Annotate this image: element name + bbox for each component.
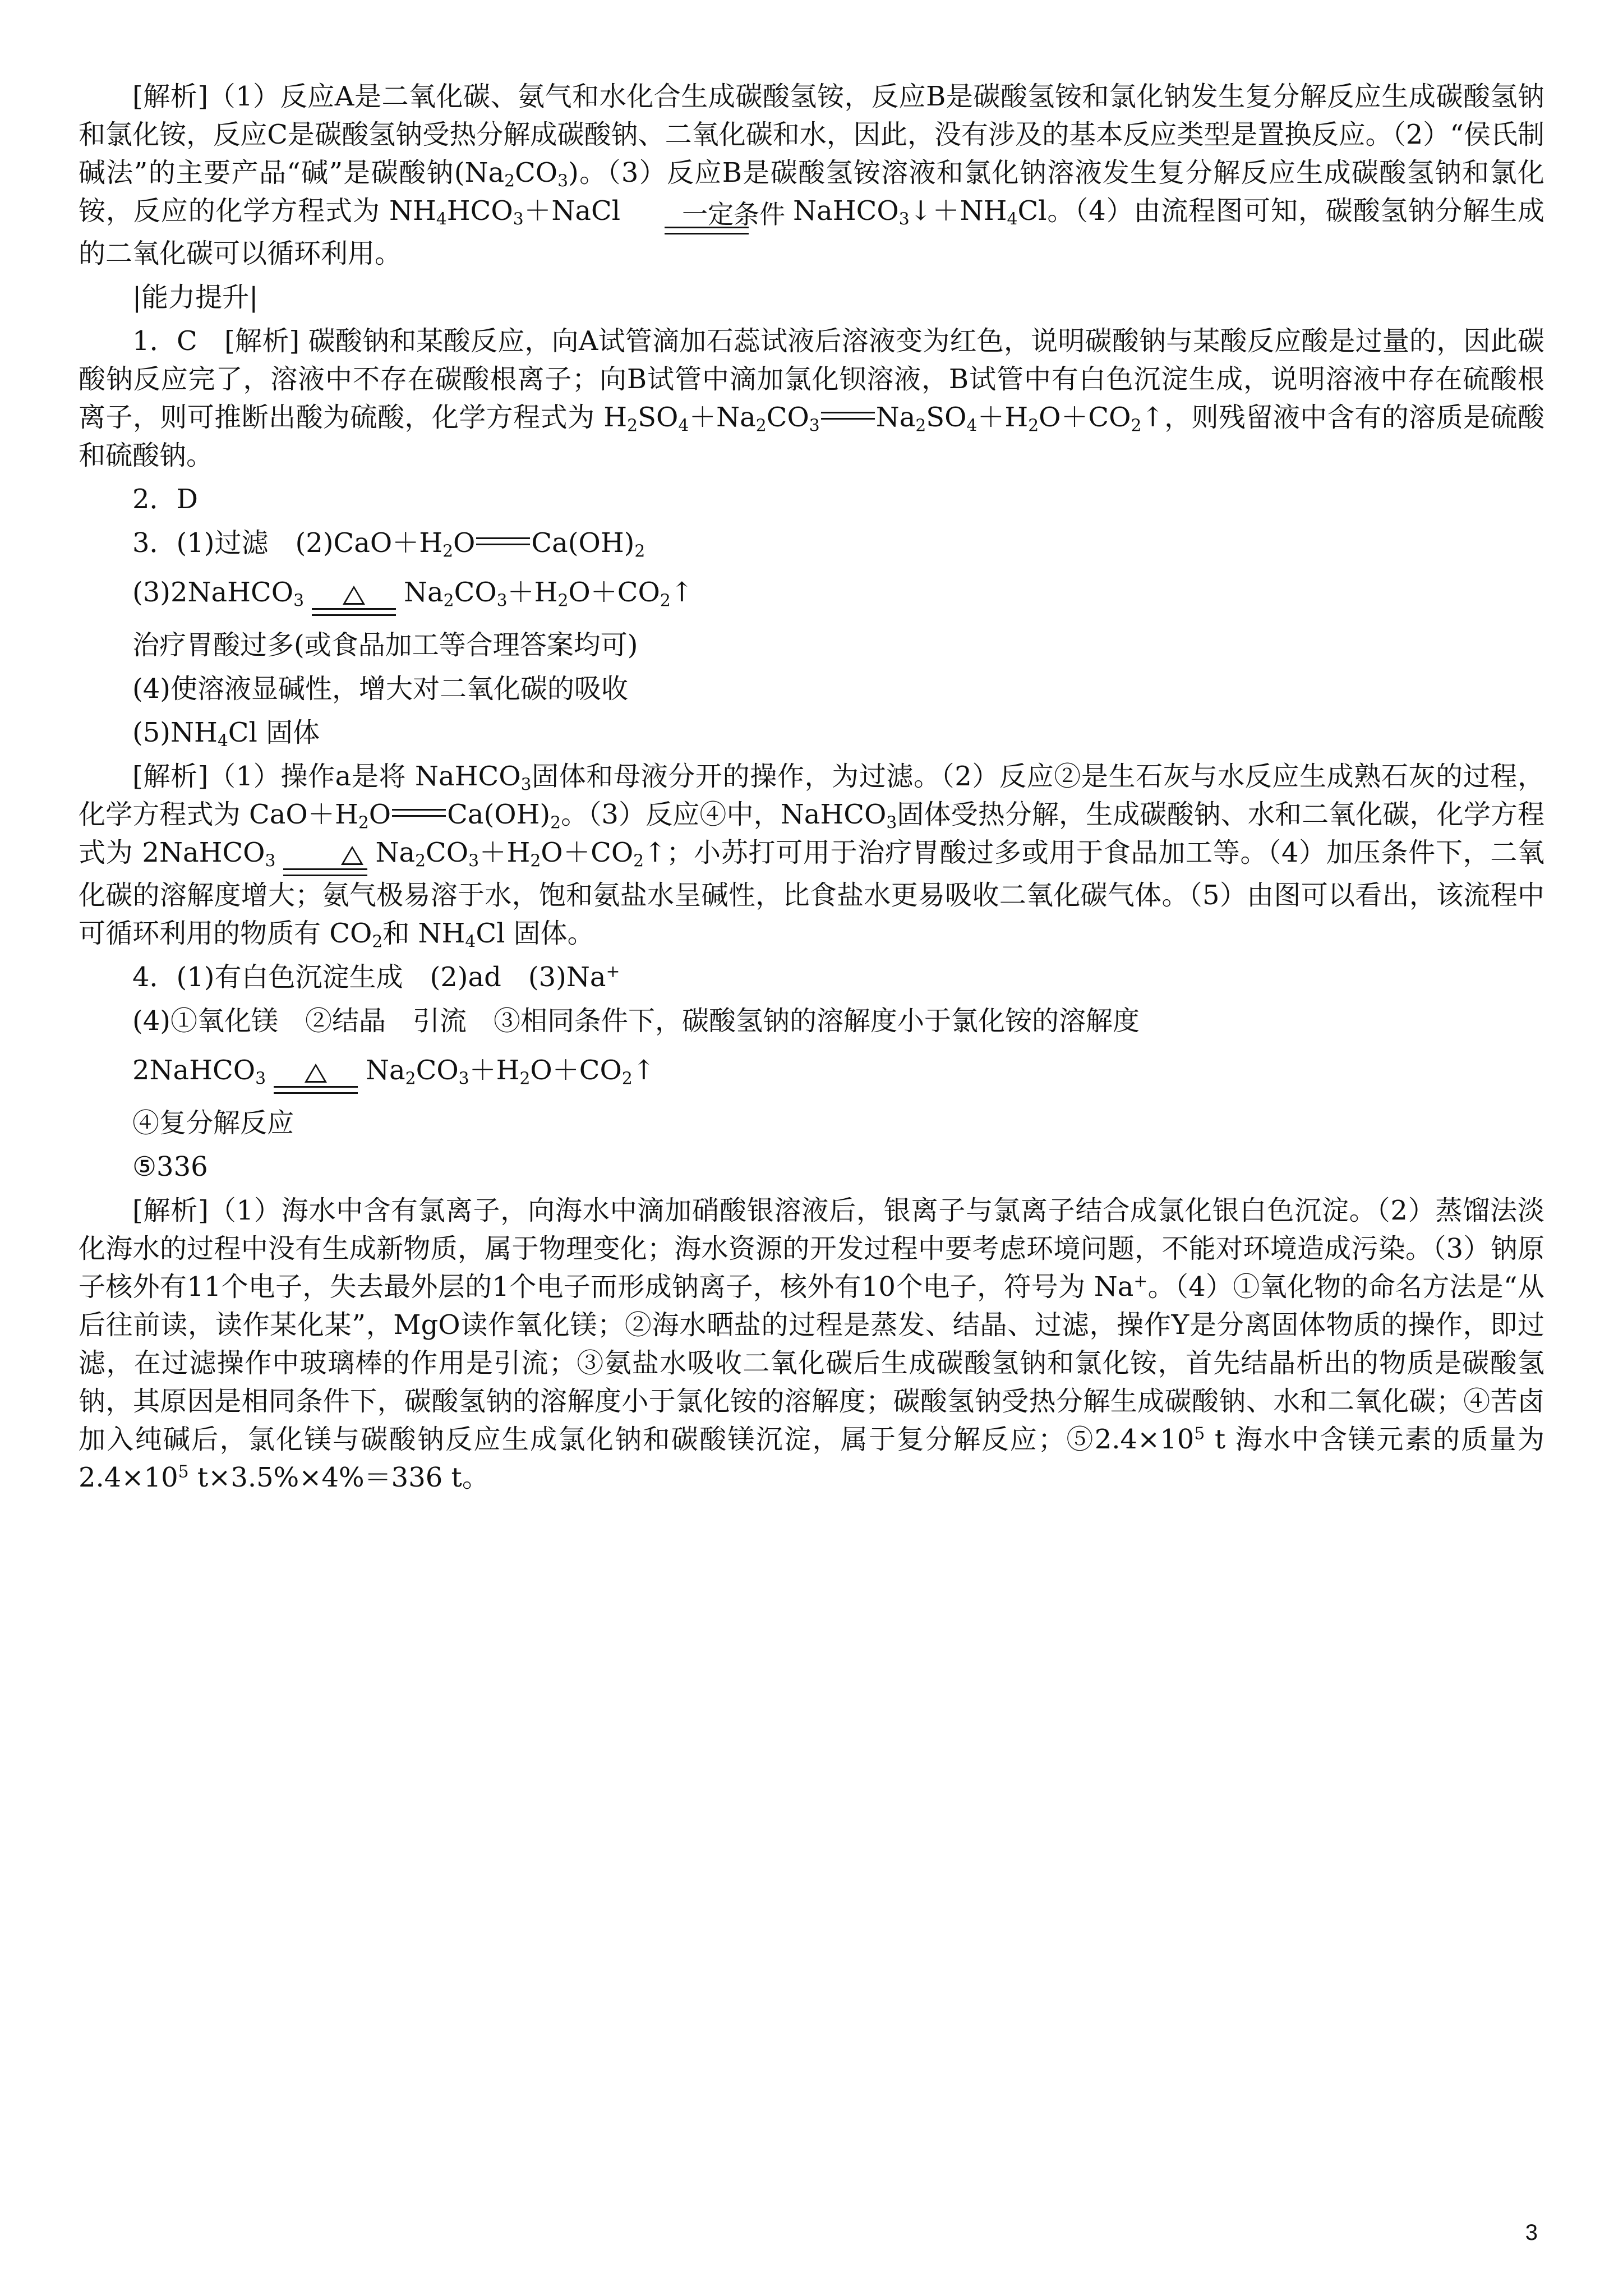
question-4-line-5: ⑤336 [132, 1151, 208, 1182]
equals-sign [821, 412, 875, 420]
question-3-line-1: 3．(1)过滤 $(2)CaO+H_2O$ $Ca(OH)_2$ [132, 527, 645, 562]
question-3-line-5: $(5)NH_4Cl$ 固体 [132, 717, 320, 751]
heat-condition-arrow [312, 583, 396, 616]
question-4-line-1: 4．(1)有白色沉淀生成 (2)ad (3)Na+ [132, 961, 620, 993]
analysis-paragraph-1: [解析]（1）反应A是二氧化碳、氨气和水化合生成碳酸氢铵，反应B是碳酸氢铵和氯化钠发生复分解反应生成碳酸氢钠和氯化铵，反应C是碳酸氢钠受热分解成碳酸钠、二氧化碳和水，因此，没有涉及的基本反应类型是置换反应。（2）“侯氏制碱法”的主要产品“碱”是碳酸钠$(Na_2CO_3)$。（3）反应B是碳酸氢铵溶液和氯化钠溶液发生复分解反应生成碳酸氢钠和氯化铵，反应的化学方程式为 $NH_4HCO_3+NaCl$ 一定条件 $NaHCO_3↓+NH_4Cl$。（4）由流程图可知，碳酸氢钠分解生成的二氧化碳可以循环利用。 [79, 81, 1544, 269]
heat-condition-arrow [283, 844, 367, 876]
document-body [79, 77, 1544, 1502]
question-4-line-2: (4)①氧化镁 ②结晶 引流 ③相同条件下，碳酸氢钠的溶解度小于氯化铵的溶解度 [132, 1005, 1140, 1037]
heat-triangle-icon [305, 1064, 327, 1083]
question-2-answer: 2．D [132, 484, 199, 515]
reaction-condition-arrow: 一定条件 [628, 202, 785, 234]
question-3-line-4: (4)使溶液显碱性，增大对二氧化碳的吸收 [132, 673, 628, 705]
section-heading: |能力提升| [132, 282, 259, 313]
equals-sign [476, 537, 530, 545]
question-4-line-3: 2NaHCO$_3$ $Na_2CO_3+H_2O+CO_2↑$ [79, 1051, 1544, 1094]
heat-condition-arrow [274, 1061, 358, 1094]
equals-sign [392, 809, 446, 817]
question-3-line-2: (3)2NaHCO$_3$ $Na_2CO_3+H_2O+CO_2↑$ [79, 573, 1544, 616]
heat-triangle-icon [341, 846, 363, 865]
question-4-analysis: [解析]（1）海水中含有氯离子，向海水中滴加硝酸银溶液后，银离子与氯离子结合成氯化银白色沉淀。（2）蒸馏法淡化海水的过程中没有生成新物质，属于物理变化；海水资源的开发过程中要考虑环境问题，不能对环境造成污染。（3）钠原子核外有11个电子，失去最外层的1个电子而形成钠离子，核外有10个电子，符号为 Na+。（4）①氧化物的命名方法是“从后往前读，读作某化某”，MgO读作氧化镁；②海水晒盐的过程是蒸发、结晶、过滤，操作Y是分离固体物质的操作，即过滤，在过滤操作中玻璃棒的作用是引流；③氨盐水吸收二氧化碳后生成碳酸氢钠和氯化铵，首先结晶析出的物质是碳酸氢钠，其原因是相同条件下，碳酸氢钠的溶解度小于氯化铵的溶解度；碳酸氢钠受热分解生成碳酸钠、水和二氧化碳；④苦卤加入纯碱后，氯化镁与碳酸钠反应生成氯化钠和碳酸镁沉淀，属于复分解反应；$⑤2.4\times 10^5$ t 海水中含镁元素的质量为 $2.4\times 10^5$ t×3.5%×4%＝336 t。 [79, 1195, 1544, 1493]
question-4-line-4: ④复分解反应 [132, 1107, 294, 1139]
question-1-answer: 1．C [解析] 碳酸钠和某酸反应，向A试管滴加石蕊试液后溶液变为红色，说明碳酸钠与某酸反应酸是过量的，因此碳酸钠反应完了，溶液中不存在碳酸根离子；向B试管中滴加氯化钡溶液，B试管中有白色沉淀生成，说明溶液中存在硫酸根离子，则可推断出酸为硫酸，化学方程式为 $H_2SO_4+Na_2CO_3$ $Na_2SO_4+H_2O+CO_2↑$，则残留液中含有的溶质是硫酸和硫酸钠。 [79, 325, 1544, 471]
page-number: 3 [1525, 2220, 1538, 2245]
question-3-analysis: [解析]（1）操作a是将 NaHCO$_3$固体和母液分开的操作，为过滤。（2）反应②是生石灰与水反应生成熟石灰的过程，化学方程式为 $CaO+H_2O$ $Ca(OH)_2$。（3）反应④中，NaHCO$_3$固体受热分解，生成碳酸钠、水和二氧化碳，化学方程式为 2NaHCO$_3$ $Na_2CO_3+H_2O+CO_2↑$；小苏打可用于治疗胃酸过多或用于食品加工等。（4）加压条件下，二氧化碳的溶解度增大；氨气极易溶于水，饱和氨盐水呈碱性，比食盐水更易吸收二氧化碳气体。（5）由图可以看出，该流程中可循环利用的物质有 $CO_2$和 $NH_4Cl$ 固体。 [79, 761, 1544, 952]
question-3-line-3: 治疗胃酸过多(或食品加工等合理答案均可) [132, 629, 638, 661]
heat-triangle-icon [343, 586, 365, 605]
